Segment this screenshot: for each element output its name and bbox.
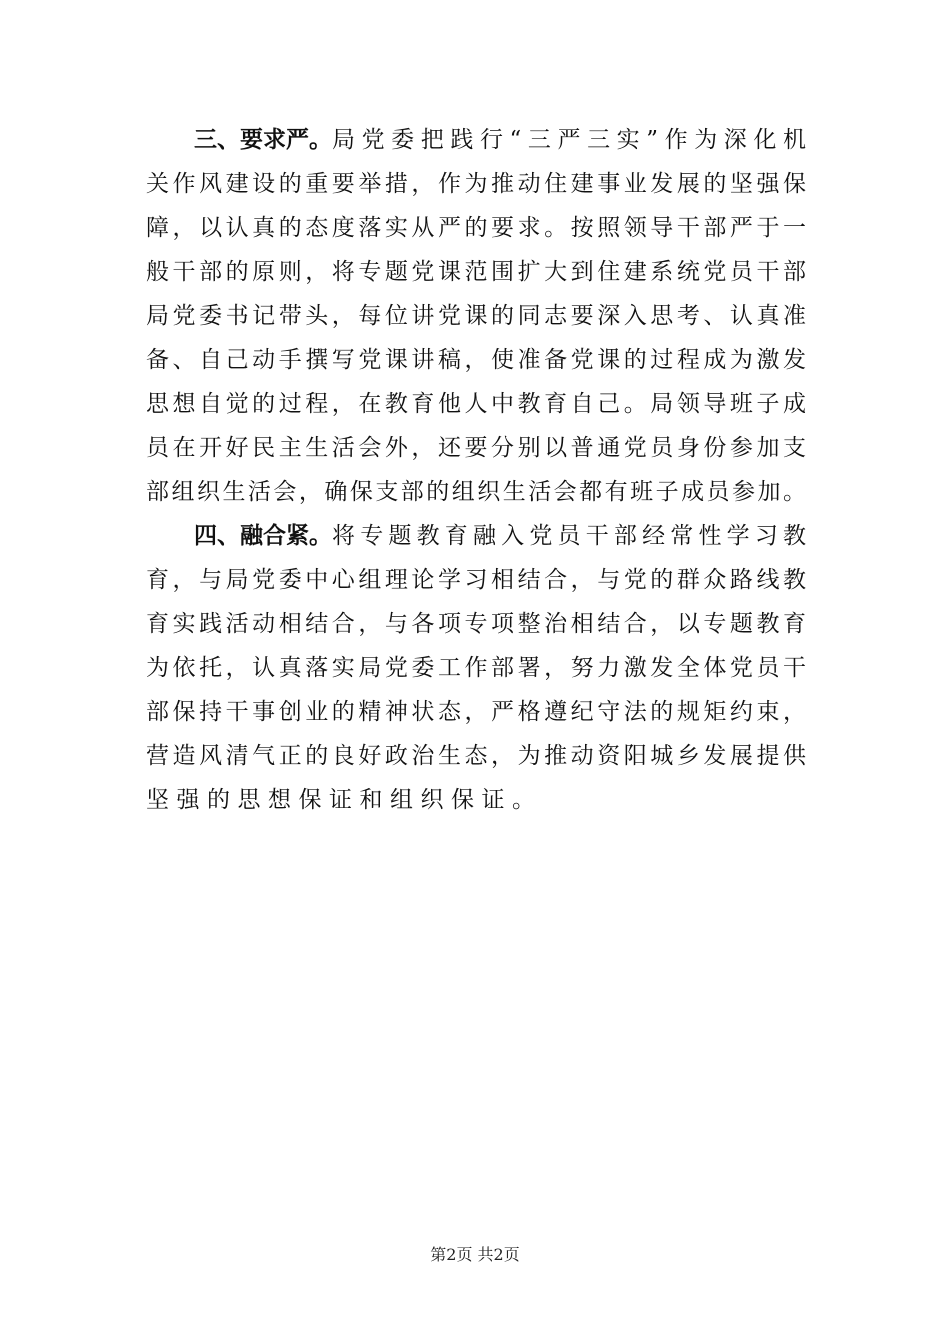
paragraph-line — [146, 602, 806, 646]
line-text: 关作风建设的重要举措，作为推动住建事业发展的坚强保 — [146, 171, 806, 197]
line-text: 为依托，认真落实局党委工作部署，努力激发全体党员干 — [146, 655, 806, 681]
paragraph-line — [146, 206, 806, 250]
paragraph-line — [146, 646, 806, 690]
line-text: 将专题教育融入党员干部经常性学习教 — [332, 523, 806, 549]
document-body — [146, 118, 806, 822]
paragraph-line — [146, 426, 806, 470]
paragraph-line — [146, 514, 806, 558]
line-text: 营造风清气正的良好政治生态，为推动资阳城乡发展提供 — [146, 743, 806, 769]
paragraph-line — [146, 690, 806, 734]
line-text: 备、自己动手撰写党课讲稿，使准备党课的过程成为激发 — [146, 347, 806, 373]
paragraph-line — [146, 558, 806, 602]
paragraph-line — [146, 338, 806, 382]
line-text: 障，以认真的态度落实从严的要求。按照领导干部严于一 — [146, 215, 806, 241]
paragraph-line — [146, 470, 806, 514]
line-text: 思想自觉的过程，在教育他人中教育自己。局领导班子成 — [146, 391, 806, 417]
paragraph-line — [146, 382, 806, 426]
section-heading: 三、要求严。 — [194, 126, 332, 153]
line-text: 坚强的思想保证和组织保证。 — [146, 787, 543, 813]
section-heading: 四、融合紧。 — [194, 522, 332, 549]
line-text: 般干部的原则，将专题党课范围扩大到住建系统党员干部 — [146, 259, 806, 285]
line-text: 局党委把践行“三严三实”作为深化机 — [332, 127, 806, 153]
paragraph-line — [146, 294, 806, 338]
paragraph-line — [146, 734, 806, 778]
page-footer: 第2页 共2页 — [430, 1245, 520, 1264]
line-text: 育实践活动相结合，与各项专项整治相结合，以专题教育 — [146, 611, 806, 637]
line-text: 部组织生活会，确保支部的组织生活会都有班子成员参加。 — [146, 479, 806, 505]
paragraph-line — [146, 118, 806, 162]
line-text: 育，与局党委中心组理论学习相结合，与党的群众路线教 — [146, 567, 806, 593]
paragraph-line — [146, 250, 806, 294]
line-text: 局党委书记带头，每位讲党课的同志要深入思考、认真准 — [146, 303, 806, 329]
line-text: 部保持干事创业的精神状态，严格遵纪守法的规矩约束， — [146, 699, 806, 725]
paragraph-line — [146, 778, 806, 822]
line-text: 员在开好民主生活会外，还要分别以普通党员身份参加支 — [146, 435, 806, 461]
paragraph-line — [146, 162, 806, 206]
